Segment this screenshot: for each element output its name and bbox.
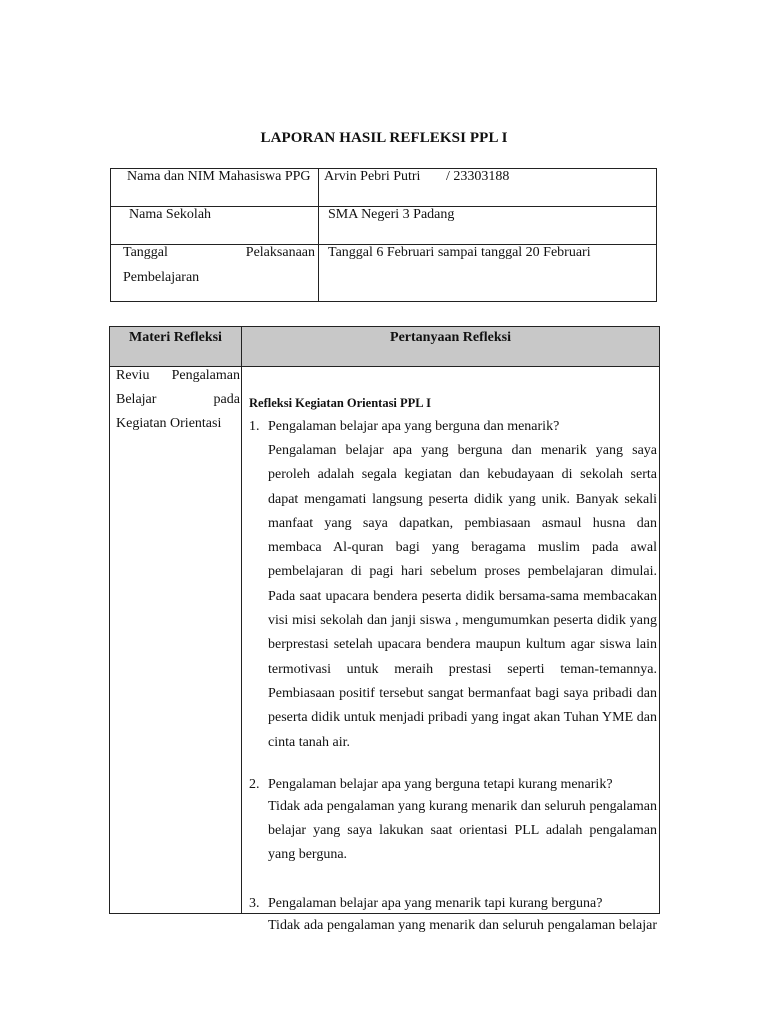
answer-text: Tidak ada pengalaman yang menarik dan seluruh pengalaman belajar	[268, 917, 657, 933]
question-item	[249, 417, 657, 437]
question-text: Pengalaman belajar apa yang menarik tapi kurang berguna?	[268, 895, 603, 911]
question-number: 1.	[249, 419, 260, 434]
question-text: Pengalaman belajar apa yang berguna tetapi kurang menarik?	[268, 776, 613, 792]
date-label	[123, 243, 315, 263]
header-materi: Materi Refleksi	[129, 330, 222, 345]
header-pertanyaan: Pertanyaan Refleksi	[390, 330, 511, 345]
school-label: Nama Sekolah	[129, 207, 212, 222]
question-text: Pengalaman belajar apa yang berguna dan menarik?	[268, 419, 560, 434]
date-label-cont: Pembelajaran	[123, 270, 200, 285]
date-label-word: Tanggal	[123, 245, 168, 260]
answer-text: Tidak ada pengalaman yang kurang menarik dan seluruh pengalaman belajar yang saya lakukan saat orientasi PLL adalah pengalaman yang berguna.	[268, 798, 657, 863]
student-name-label: Nama dan NIM Mahasiswa PPG	[127, 169, 311, 184]
question-item	[249, 894, 657, 914]
question-number: 2.	[249, 776, 260, 792]
reflection-table-divider	[241, 327, 242, 913]
material-text: Reviu Pengalaman Belajar pada Kegiatan Orientasi	[116, 368, 240, 431]
reflection-content	[249, 393, 657, 938]
student-name-value	[324, 167, 509, 187]
date-label-word: Pelaksanaan	[245, 245, 315, 260]
date-value: Tanggal 6 Februari sampai tanggal 20 Februari	[328, 245, 591, 260]
info-table-divider	[318, 169, 319, 301]
answer-text: Pengalaman belajar apa yang berguna dan menarik yang saya peroleh adalah segala kegiatan dan kebudayaan di sekolah serta dapat mengamati langsung peserta didik yang unik. Banyak sekali manfaat yang saya dapatkan, pembiasaan asmaul husna dan membaca Al-quran bagi yang beragama muslim pada awal pembelajaran di pagi hari sebelum proses pembelajaran dimulai. Pada saat upacara bendera peserta didik bersama-sama membacakan visi misi sekolah dan janji siswa , mengumumkan peserta didik yang berprestasi setelah upacara bendera maupun kultum agar siswa lain termotivasi untuk meraih prestasi seperti teman-temannya. Pembiasaan positif tersebut sangat bermanfaat bagi saya pribadi dan peserta didik untuk menjadi pribadi yang ingat akan Tuhan YME dan cinta tanah air.	[268, 443, 657, 750]
reflection-subheading: Refleksi Kegiatan Orientasi PPL I	[249, 396, 431, 410]
question-number: 3.	[249, 895, 260, 911]
document-title: LAPORAN HASIL REFLEKSI PPL I	[260, 130, 508, 146]
student-nim: / 23303188	[445, 169, 510, 184]
question-item	[249, 775, 657, 795]
school-value: SMA Negeri 3 Padang	[328, 207, 455, 222]
student-name: Arvin Pebri Putri	[324, 169, 421, 184]
